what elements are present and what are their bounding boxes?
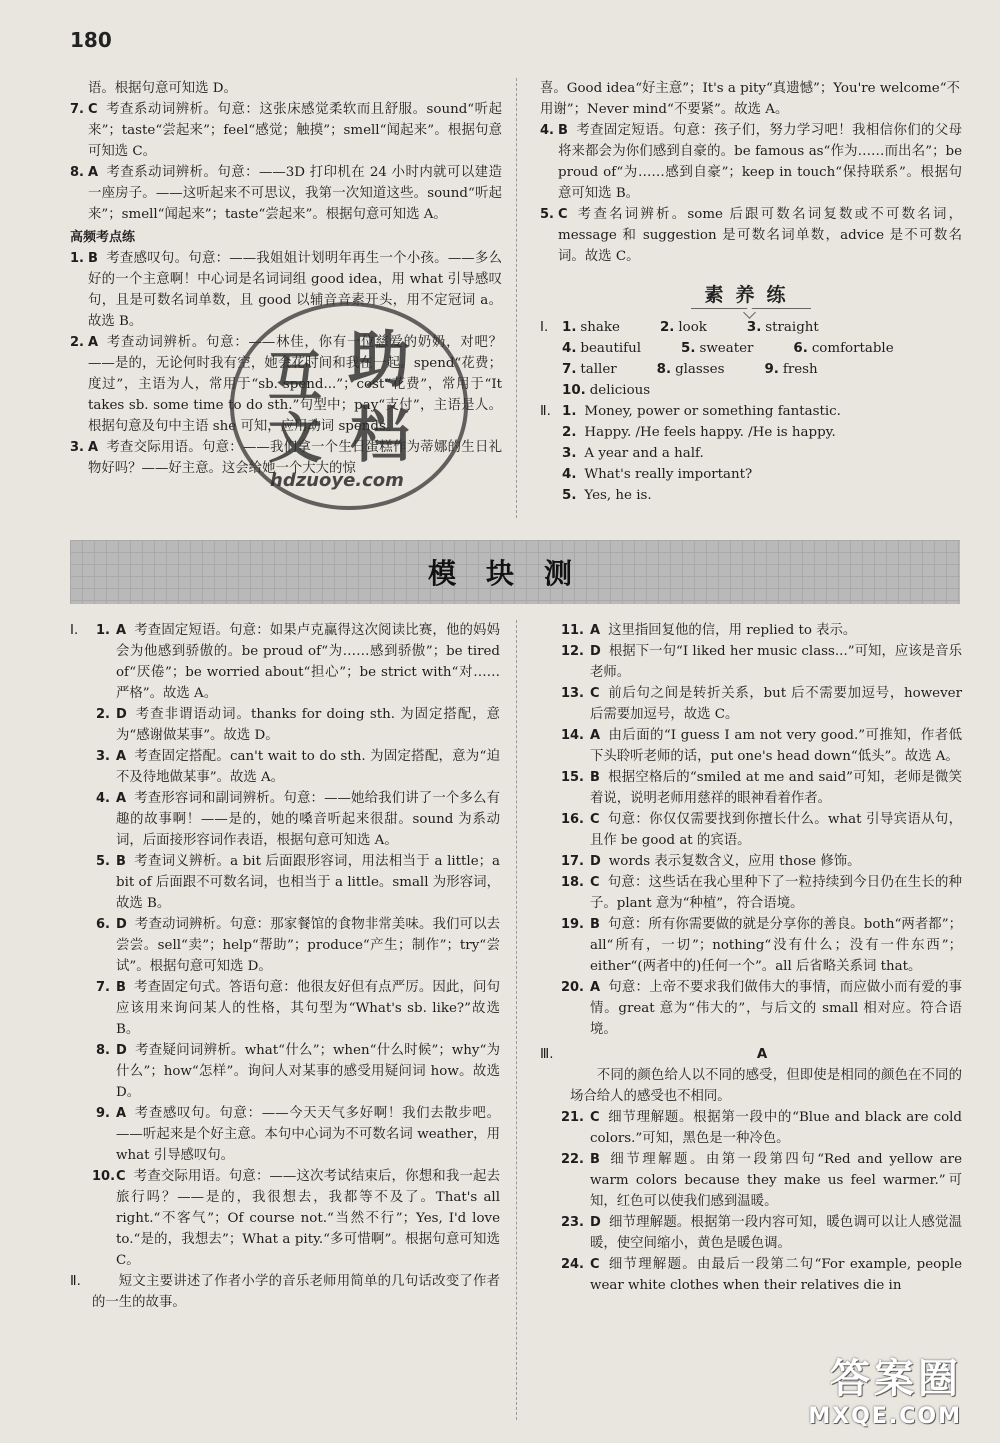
item-text (590, 1254, 962, 1296)
part-label: Ⅱ. (540, 404, 551, 419)
short-answer (562, 401, 841, 422)
vocab-number: 7. (562, 362, 577, 377)
vocab-answers (562, 317, 962, 401)
passage-intro: 不同的颜色给人以不同的感受，但即使是相同的颜色在不同的场合给人的感受也不相同。 (570, 1068, 962, 1104)
part-2 (70, 1271, 500, 1313)
vocab-answer (793, 338, 913, 359)
item-number: 22. (560, 1152, 584, 1167)
item-number: 10. (92, 1169, 116, 1184)
item-answer: C (590, 1110, 600, 1125)
item-text (88, 332, 502, 437)
answer-item (540, 1254, 962, 1296)
item-answer: C (88, 102, 98, 117)
passage-label: A (756, 1047, 768, 1062)
item-explanation: 考查动词辨析。句意：——林佳，你有一位慈爱的奶奶，对吧？——是的，无论何时我有空，她会花时间和我在一起。spend“花费；度过”，主语为人，常用于“sb. spend...”；cost“花费”，常用于“It takes sb. some time to do sth.”句型中；pay“支付”，主语是人。根据句意及句中主语 she 可知，应用动词 spends。 (88, 335, 502, 434)
item-explanation: words 表示复数含义，应用 those 修饰。 (608, 854, 861, 869)
item-explanation: 由后面的“I guess I am not very good.”可推知，作者低下头聆听老师的话，put one's head down“低头”。故选 A。 (590, 728, 962, 764)
item-number: 12. (560, 644, 584, 659)
item-explanation: 根据下一句“I liked her music class...”可知，应该是音乐老师。 (590, 644, 962, 680)
vocab-answer (562, 359, 637, 380)
stamp-char-2: 助 (348, 323, 411, 396)
answer-item (70, 332, 502, 437)
item-answer: B (590, 1152, 600, 1167)
item-answer: A (116, 749, 127, 764)
item-text (590, 1149, 962, 1212)
answer-item (70, 162, 502, 225)
top-left-column (70, 78, 502, 479)
answer-item (540, 1107, 962, 1149)
vocab-number: 1. (562, 320, 577, 335)
item-number: 18. (560, 875, 584, 890)
item-text (590, 977, 962, 1040)
item-explanation: 句意：这些话在我心里种下了一粒持续到今日仍在生长的种子。plant 意为“种植”，符合语境。 (590, 875, 962, 911)
item-answer: C (558, 207, 568, 222)
answer-text: What's really important? (584, 467, 753, 482)
item-number: 17. (560, 854, 584, 869)
answer-item (540, 683, 962, 725)
item-number: 19. (560, 917, 584, 932)
item-answer: C (590, 812, 600, 827)
short-answer (562, 485, 841, 506)
part-label: Ⅰ. (540, 320, 549, 335)
answer-item (540, 1212, 962, 1254)
short-answers (562, 401, 841, 506)
module-test-banner (70, 540, 960, 604)
vocab-answer (562, 380, 670, 401)
item-explanation: 考查非谓语动词。thanks for doing sth. 为固定搭配，意为“感谢做某事”。故选 D。 (116, 707, 500, 743)
item-explanation: 考查感叹句。句意：——我姐姐计划明年再生一个小孩。——多么好的一个主意啊！中心词是名词词组 good idea，用 what 引导感叹句，且是可数名词单数，且 good 以辅音音素开头，用不定冠词 a。故选 B。 (88, 251, 502, 329)
part-label: Ⅲ. (540, 1047, 554, 1062)
vocab-number: 3. (746, 320, 762, 335)
item-explanation: 细节理解题。由最后一段第二句“For example, people wear white clothes when their relatives die in (590, 1257, 962, 1293)
answer-item (92, 977, 500, 1040)
section-ornament (691, 308, 811, 309)
stamp-char-4: 档 (350, 401, 410, 471)
answer-item (70, 248, 502, 332)
item-text (558, 120, 962, 204)
answer-number: 1. (562, 404, 577, 419)
item-number: 4. (96, 791, 110, 806)
vocab-word: straight (765, 320, 819, 335)
item-explanation: 细节理解题。根据第一段内容可知，暖色调可以让人感觉温暖，使空间缩小，黄色是暖色调。 (590, 1215, 962, 1251)
column-divider-bottom (516, 620, 517, 1420)
answer-item (540, 914, 962, 977)
vocab-word: taller (580, 362, 617, 377)
part-3 (540, 1044, 962, 1065)
item-explanation: 考查固定句式。答语句意：他很友好但有点严厉。因此，问句应该用来询问某人的性格，其句型为“What's sb. like?”故选 B。 (116, 980, 500, 1037)
item-text (116, 914, 500, 977)
item-explanation: 考查感叹句。句意：——今天天气多好啊！我们去散步吧。——听起来是个好主意。本句中心词为不可数名词 weather，用 what 引导感叹句。 (116, 1106, 500, 1163)
item-explanation: 考查固定短语。句意：如果卢克赢得这次阅读比赛，他的妈妈会为他感到骄傲的。be proud of“为……感到骄傲”；be tired of“厌倦”；be worried about“担心”；be strict with“对……严格”。故选 A。 (116, 623, 500, 701)
item-explanation: 句意：上帝不要求我们做伟大的事情，而应做小而有爱的事情。great 意为“伟大的”，与后文的 small 相对应。符合语境。 (590, 980, 962, 1037)
item-text (88, 99, 502, 162)
answer-item (540, 725, 962, 767)
vocab-answer (681, 338, 773, 359)
answer-item (92, 1103, 500, 1166)
answer-item (540, 204, 962, 267)
item-text (116, 977, 500, 1040)
answer-text: Yes, he is. (584, 488, 652, 503)
item-number: 3. (96, 749, 110, 764)
vocab-answer (764, 359, 837, 380)
item-answer: D (590, 644, 601, 659)
item-explanation: 句意：你仅仅需要找到你擅长什么。what 引导宾语从句，且作 be good at 的宾语。 (590, 812, 962, 848)
item-text (590, 1107, 962, 1149)
vocab-number: 9. (764, 362, 779, 377)
vocab-word: beautiful (580, 341, 642, 356)
item-answer: B (88, 251, 98, 266)
item-number: 11. (560, 623, 584, 638)
item-explanation: 考查系动词辨析。句意：——3D 打印机在 24 小时内就可以建造一座房子。——这听起来不可思议，我第一次知道这些。sound“听起来”；smell“闻起来”；taste“尝起来”。根据句意可知选 A。 (88, 165, 502, 222)
answer-item (70, 437, 502, 479)
answer-item (540, 809, 962, 851)
vocab-answer (747, 317, 839, 338)
item-answer: D (116, 917, 127, 932)
item-text (116, 1166, 500, 1271)
item-number: 3. (70, 440, 84, 455)
item-text (590, 914, 962, 977)
item-number: 20. (560, 980, 584, 995)
item-text (116, 851, 500, 914)
top-right-column (540, 78, 962, 506)
item-answer: B (590, 917, 600, 932)
vocab-number: 6. (793, 341, 808, 356)
vocab-word: fresh (782, 362, 818, 377)
item-text (590, 641, 962, 683)
item-explanation: 这里指回复他的信，用 replied to 表示。 (608, 623, 857, 638)
item-text (590, 767, 962, 809)
item-number: 5. (96, 854, 110, 869)
item-answer: B (116, 854, 126, 869)
answer-item (540, 767, 962, 809)
answer-item (92, 1166, 500, 1271)
item-answer: C (590, 686, 600, 701)
item-number: 8. (96, 1043, 110, 1058)
item-explanation: 考查固定短语。句意：孩子们，努力学习吧！我相信你们的父母将来都会为你们感到自豪的。be famous as“作为……而出名”；be proud of“为……感到自豪”；keep in touch“保持联系”。根据句意可知选 B。 (558, 123, 962, 201)
answer-number: 4. (562, 467, 577, 482)
item-text (590, 620, 962, 641)
item-answer: A (88, 165, 99, 180)
item-explanation: 细节理解题。由第一段第四句“Red and yellow are warm colors because they make us feel warmer.”可知，红色可以使我们感到温暖。 (590, 1152, 962, 1209)
answer-number: 2. (562, 425, 577, 440)
item-answer: A (116, 791, 127, 806)
item-number: 14. (560, 728, 584, 743)
item-explanation: 根据空格后的“smiled at me and said”可知，老师是微笑着说，说明老师用慈祥的眼神看着作者。 (590, 770, 962, 806)
answer-item (540, 1149, 962, 1212)
column-divider-top (516, 78, 517, 518)
item-explanation: 句意：所有你需要做的就是分享你的善良。both“两者都”；all“所有，一切”；nothing“没有什么；没有一件东西”；either“(两者中的)任何一个”。all 后省略关系词 that。 (590, 917, 962, 974)
item-number: 2. (96, 707, 110, 722)
item-text (590, 1212, 962, 1254)
item-answer: A (88, 335, 99, 350)
item-answer: C (590, 875, 600, 890)
item-text (590, 725, 962, 767)
item-number: 13. (560, 686, 584, 701)
continued-text: 语。根据句意可知选 D。 (88, 81, 237, 96)
bottom-left-column (70, 620, 500, 1313)
part-label: Ⅱ. (70, 1274, 81, 1289)
vocab-word: glasses (675, 362, 725, 377)
item-answer: A (590, 728, 601, 743)
item-answer: A (590, 980, 601, 995)
corner-watermark (808, 1347, 962, 1429)
item-number: 9. (96, 1106, 110, 1121)
short-answer (562, 464, 841, 485)
item-explanation: 考查固定搭配。can't wait to do sth. 为固定搭配，意为“迫不及待地做某事”。故选 A。 (116, 749, 500, 785)
item-answer: B (590, 770, 600, 785)
item-answer: D (116, 1043, 127, 1058)
answer-text: A year and a half. (584, 446, 704, 461)
item-explanation: 考查形容词和副词辨析。句意：——她给我们讲了一个多么有趣的故事啊！——是的，她的嗓音听起来很甜。sound 为系动词，后面接形容词作表语，根据句意可知选 A。 (116, 791, 500, 848)
part-label: Ⅰ. (70, 623, 79, 638)
item-explanation: 考查系动词辨析。句意：这张床感觉柔软而且舒服。sound“听起来”；taste“尝起来”；feel“感觉；触摸”；smell“闻起来”。根据句意可知选 C。 (88, 102, 502, 159)
answer-number: 5. (562, 488, 577, 503)
answer-item (92, 746, 500, 788)
answer-item (92, 620, 500, 704)
answer-number: 3. (562, 446, 577, 461)
item-answer: C (590, 1257, 600, 1272)
item-answer: D (116, 707, 127, 722)
passage-summary: 短文主要讲述了作者小学的音乐老师用简单的几句话改变了作者的一生的故事。 (92, 1274, 500, 1310)
stamp-char-3: 文 (268, 407, 322, 470)
vocab-number: 10. (562, 383, 586, 398)
answer-text: Happy. /He feels happy. /He is happy. (584, 425, 836, 440)
answer-item (540, 977, 962, 1040)
section-title: 素养练 (704, 284, 798, 306)
answer-item (92, 1040, 500, 1103)
answer-item (92, 914, 500, 977)
answer-item (540, 120, 962, 204)
subsection-heading: 高频考点练 (70, 230, 136, 245)
item-answer: C (116, 1169, 126, 1184)
item-text (116, 1103, 500, 1166)
item-answer: D (590, 854, 601, 869)
answer-item (540, 851, 962, 872)
part-1-items (92, 620, 500, 1271)
vocab-number: 5. (681, 341, 696, 356)
vocab-number: 4. (562, 341, 577, 356)
vocab-answer (660, 317, 727, 338)
item-number: 16. (560, 812, 584, 827)
short-answer (562, 443, 841, 464)
watermark-logo-text: 答案圈 (830, 1356, 962, 1402)
stamp-url: hdzuoye.com (270, 470, 404, 491)
vocab-answer (657, 359, 745, 380)
answer-item (70, 99, 502, 162)
item-number: 23. (560, 1215, 584, 1230)
item-number: 7. (96, 980, 110, 995)
item-text (88, 248, 502, 332)
vocab-answer (562, 338, 661, 359)
item-number: 6. (96, 917, 110, 932)
short-answer (562, 422, 841, 443)
item-text (116, 620, 500, 704)
item-number: 1. (96, 623, 110, 638)
item-explanation: 考查词义辨析。a bit 后面跟形容词，用法相当于 a little；a bit of 后面跟不可数名词，也相当于 a little。small 为形容词，故选 B。 (116, 854, 500, 911)
answer-item (92, 704, 500, 746)
item-explanation: 考查名词辨析。some 后跟可数名词复数或不可数名词，message 和 suggestion 是可数名词单数，advice 是不可数名词。故选 C。 (558, 207, 962, 264)
item-number: 24. (560, 1257, 584, 1272)
item-number: 1. (70, 251, 84, 266)
vocab-number: 2. (659, 320, 675, 335)
continued-text: 喜。Good idea“好主意”；It's a pity“真遗憾”；You're welcome“不用谢”；Never mind“不要紧”。故选 A。 (540, 81, 960, 117)
item-number: 15. (560, 770, 584, 785)
vocab-word: delicious (589, 383, 651, 398)
bottom-right-column (540, 620, 962, 1296)
item-text (88, 437, 502, 479)
item-answer: D (590, 1215, 601, 1230)
item-number: 7. (70, 102, 84, 117)
item-number: 5. (540, 207, 554, 222)
answer-item (92, 851, 500, 914)
part-2 (540, 401, 962, 506)
item-answer: A (88, 440, 99, 455)
item-text (116, 704, 500, 746)
item-answer: B (558, 123, 568, 138)
item-number: 2. (70, 335, 84, 350)
answer-item (540, 641, 962, 683)
item-text (558, 204, 962, 267)
vocab-number: 8. (656, 362, 672, 377)
item-answer: B (116, 980, 126, 995)
vocab-answer (562, 317, 640, 338)
vocab-word: look (678, 320, 707, 335)
item-number: 21. (560, 1110, 584, 1125)
item-text (88, 162, 502, 225)
item-explanation: 考查交际用语。句意：——这次考试结束后，你想和我一起去旅行吗？——是的，我很想去，我都等不及了。That's all right.“不客气”；Of course not.“当然不行”；Yes, I'd love to.“是的，我想去”；What a pity.“多可惜啊”。根据句意可知选 C。 (116, 1169, 500, 1268)
part-1 (540, 317, 962, 401)
item-answer: A (590, 623, 601, 638)
item-number: 4. (540, 123, 554, 138)
answer-item (540, 872, 962, 914)
part-1 (70, 620, 500, 1271)
item-answer: A (116, 1106, 127, 1121)
stamp-char-1: 互 (268, 345, 322, 408)
item-text (116, 1040, 500, 1103)
item-explanation: 考查疑问词辨析。what“什么”；when“什么时候”；why“为什么”；how“怎样”。询问人对某事的感受用疑问词 how。故选 D。 (116, 1043, 500, 1100)
item-text (590, 872, 962, 914)
item-text (116, 788, 500, 851)
vocab-word: sweater (699, 341, 754, 356)
item-explanation: 考查交际用语。句意：——我们拿一个生日蛋糕作为蒂娜的生日礼物好吗？——好主意。这会给她一个大大的惊 (88, 440, 502, 476)
item-explanation: 考查动词辨析。句意：那家餐馆的食物非常美味。我们可以去尝尝。sell“卖”；help“帮助”；produce“产生；制作”；try“尝试”。根据句意可知选 D。 (116, 917, 500, 974)
item-text (590, 851, 962, 872)
vocab-word: comfortable (811, 341, 894, 356)
vocab-word: shake (580, 320, 620, 335)
answer-text: Money, power or something fantastic. (584, 404, 841, 419)
item-number: 8. (70, 165, 84, 180)
item-text (590, 809, 962, 851)
item-text (116, 746, 500, 788)
item-explanation: 前后句之间是转折关系，but 后不需要加逗号，however 后需要加逗号，故选 C。 (590, 686, 962, 722)
item-answer: A (116, 623, 127, 638)
answer-item (540, 620, 962, 641)
item-explanation: 细节理解题。根据第一段中的“Blue and black are cold colors.”可知，黑色是一种冷色。 (590, 1110, 962, 1146)
banner-title: 模块测 (427, 557, 602, 590)
item-text (590, 683, 962, 725)
watermark-url: MXQE.COM (808, 1404, 962, 1429)
page-number: 180 (70, 28, 112, 52)
answer-item (92, 788, 500, 851)
